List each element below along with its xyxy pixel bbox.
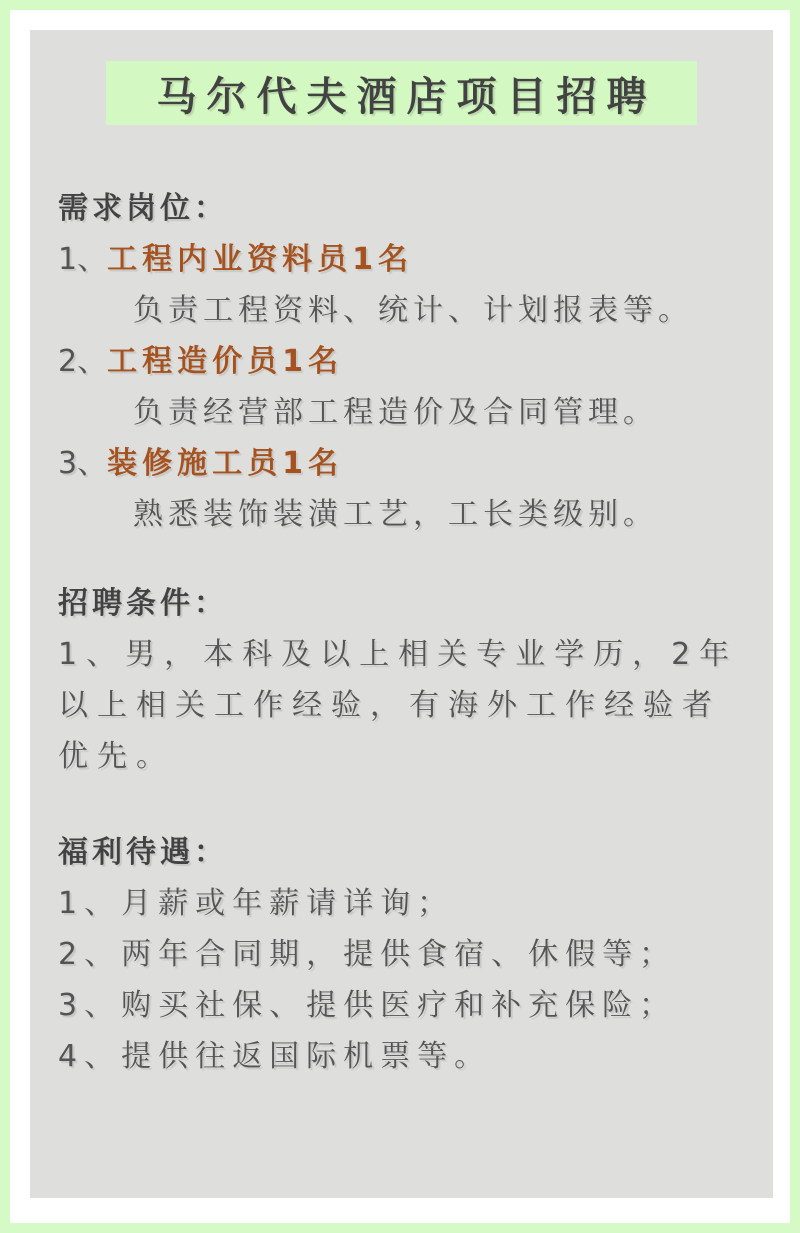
position-item-2-title: 工程造价员1名 [107, 344, 343, 379]
benefit-item-3: 3、购买社保、提供医疗和补充保险； [58, 988, 677, 1023]
requirements-line-1: 1、男，本科及以上相关专业学历，2年 [58, 637, 739, 672]
positions-heading: 需求岗位： [58, 191, 228, 226]
page-title: 马尔代夫酒店项目招聘 [156, 73, 657, 120]
requirements-line-2: 以上相关工作经验，有海外工作经验者 [58, 688, 721, 723]
title-banner [106, 61, 697, 125]
position-item-1-number: 1、 [58, 242, 108, 277]
requirements-line-3: 优先。 [58, 739, 175, 774]
requirements-heading: 招聘条件： [58, 586, 228, 621]
position-item-3-number: 3、 [58, 446, 108, 481]
position-item-1-desc: 负责工程资料、统计、计划报表等。 [133, 293, 693, 328]
poster-content [58, 183, 758, 1082]
position-item-1-title: 工程内业资料员1名 [107, 242, 413, 277]
position-item-2-desc: 负责经营部工程造价及合同管理。 [133, 395, 658, 430]
benefit-item-4: 4、提供往返国际机票等。 [58, 1039, 492, 1074]
position-item-3-title-row [58, 438, 758, 489]
position-item-2-number: 2、 [58, 344, 108, 379]
benefit-item-1: 1、月薪或年薪请详询； [58, 886, 455, 921]
position-item-3-desc: 熟悉装饰装潢工艺，工长类级别。 [133, 497, 658, 532]
position-item-3-title: 装修施工员1名 [107, 446, 343, 481]
poster-panel [30, 30, 773, 1198]
position-item-2-title-row [58, 336, 758, 387]
position-item-1-title-row [58, 234, 758, 285]
benefit-item-2: 2、两年合同期，提供食宿、休假等； [58, 937, 677, 972]
benefits-heading: 福利待遇： [58, 835, 228, 870]
